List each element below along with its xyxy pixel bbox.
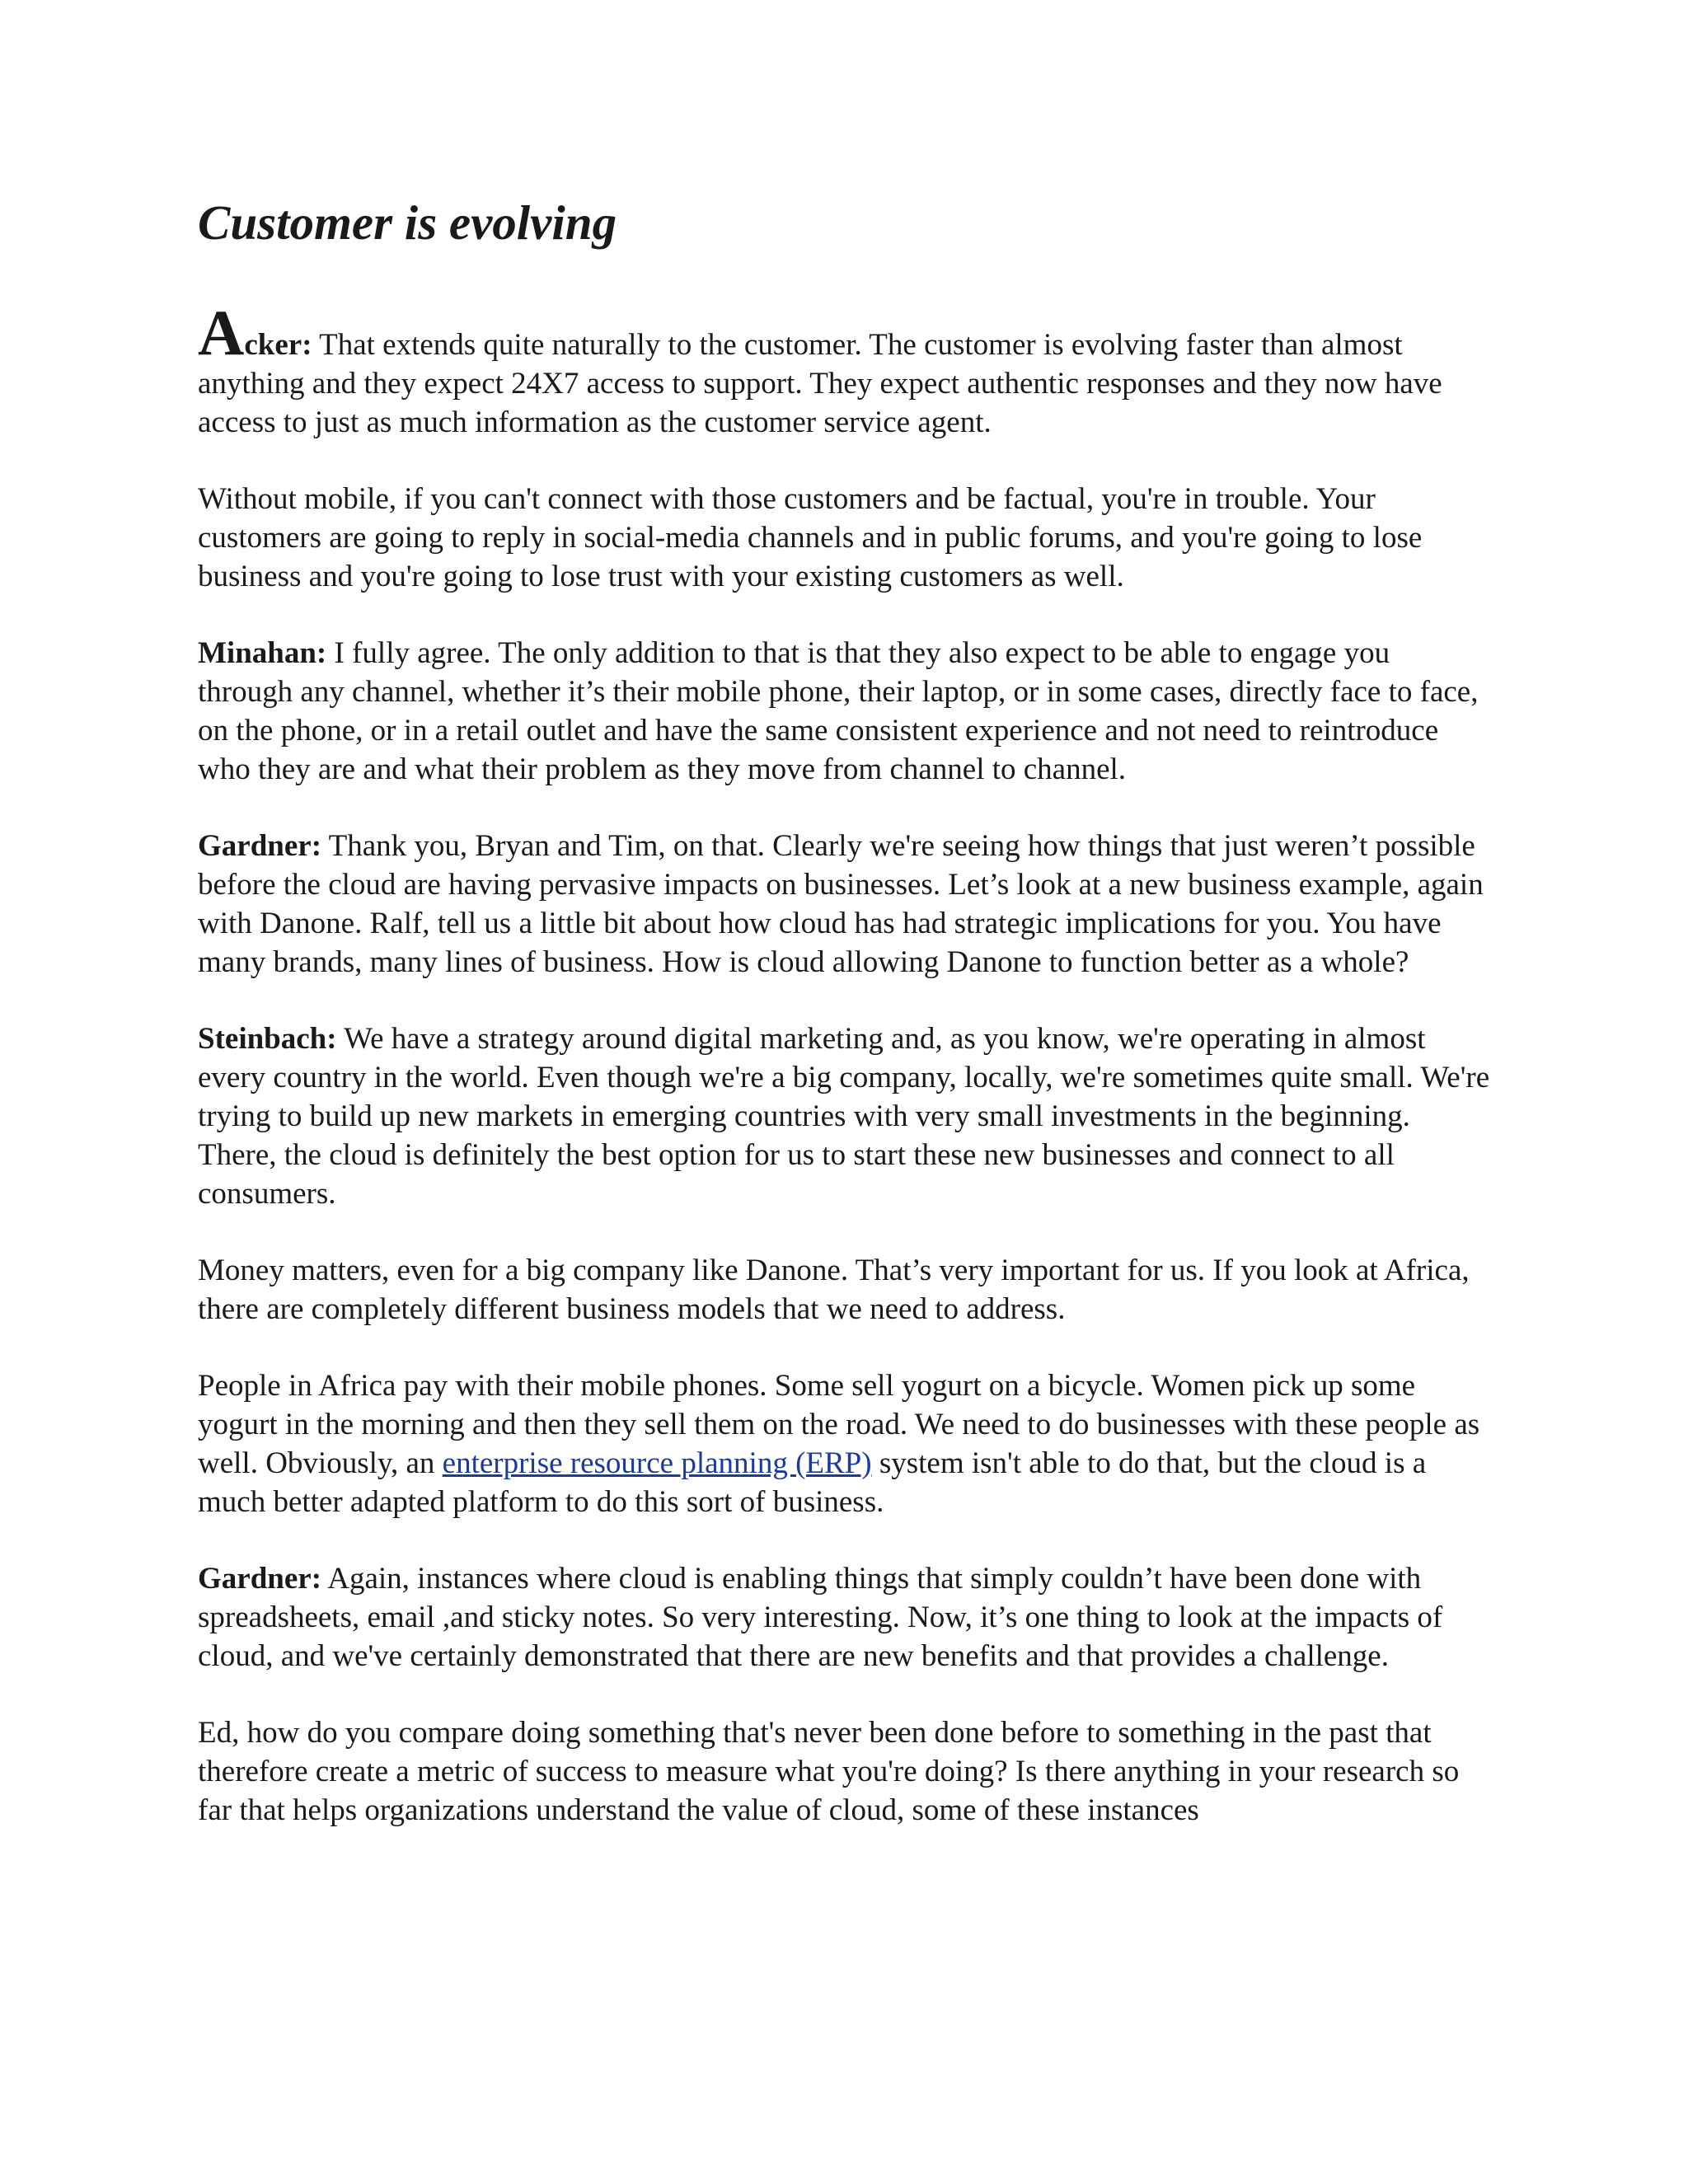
- paragraph-text: system isn't able to do that, but the cloud is a much better adapted platform to do this sort of business.: [198, 1446, 1427, 1519]
- paragraph-text: Again, instances where cloud is enabling things that simply couldn’t have been done with spreadsheets, email ,and sticky notes. So very interesting. Now, it’s one thing to look at the impacts of cloud, and we've certainly demonstrated that there are new benefits and that provides a challenge.: [198, 1561, 1443, 1673]
- speaker-label: cker:: [244, 327, 312, 362]
- paragraph-text: Without mobile, if you can't connect with those customers and be factual, you're in trouble. Your customers are going to reply in social-media channels and in public forums, and you're going to lose business and you're going to lose trust with your existing customers as well.: [198, 481, 1423, 593]
- drop-cap: A: [198, 296, 245, 368]
- paragraph-text: Ed, how do you compare doing something that's never been done before to something in the past that therefore create a metric of success to measure what you're doing? Is there anything in your research so far that helps organizations understand the value of cloud, some of these instances: [198, 1715, 1460, 1827]
- paragraph-acker: [198, 296, 1492, 442]
- paragraph-text: People in Africa pay with their mobile phones. Some sell yogurt on a bicycle. Women pick up some yogurt in the morning and then they sell them on the road. We need to do businesses with these people as well. Obviously, an: [198, 1368, 1480, 1480]
- speaker-label: Gardner:: [198, 828, 322, 863]
- paragraph-ed: [198, 1713, 1492, 1830]
- paragraph-text: I fully agree. The only addition to that is that they also expect to be able to engage you through any channel, whether it’s their mobile phone, their laptop, or in some cases, directly face to face, on the phone, or in a retail outlet and have the same consistent experience and not need to reintroduce who they are and what their problem as they move from channel to channel.: [198, 635, 1479, 786]
- paragraph-money: [198, 1251, 1492, 1329]
- page-title: Customer is evolving: [198, 195, 617, 250]
- paragraph-mobile: [198, 480, 1492, 596]
- paragraph-africa: [198, 1366, 1492, 1521]
- speaker-label: Minahan:: [198, 635, 327, 670]
- paragraph-steinbach: [198, 1019, 1492, 1213]
- paragraph-text: Money matters, even for a big company like Danone. That’s very important for us. If you look at Africa, there are completely different business models that we need to address.: [198, 1253, 1470, 1326]
- speaker-label: Steinbach:: [198, 1021, 337, 1056]
- erp-link[interactable]: enterprise resource planning (ERP): [442, 1446, 872, 1480]
- paragraph-text: Thank you, Bryan and Tim, on that. Clearly we're seeing how things that just weren’t possible before the cloud are having pervasive impacts on businesses. Let’s look at a new business example, again with Danone. Ralf, tell us a little bit about how cloud has had strategic implications for you. You have many brands, many lines of business. How is cloud allowing Danone to function better as a whole?: [198, 828, 1484, 979]
- paragraph-gardner-1: [198, 827, 1492, 982]
- paragraph-minahan: [198, 634, 1492, 789]
- paragraph-text: That extends quite naturally to the customer. The customer is evolving faster than almost anything and they expect 24X7 access to support. They expect authentic responses and they now have access to just as much information as the customer service agent.: [198, 327, 1442, 439]
- paragraph-gardner-2: [198, 1559, 1492, 1675]
- document-page: [198, 194, 1492, 1868]
- paragraph-text: We have a strategy around digital marketing and, as you know, we're operating in almost every country in the world. Even though we're a big company, locally, we're sometimes quite small. We're trying to build up new markets in emerging countries with very small investments in the beginning. There, the cloud is definitely the best option for us to start these new businesses and connect to all consumers.: [198, 1021, 1490, 1211]
- speaker-label: Gardner:: [198, 1561, 322, 1596]
